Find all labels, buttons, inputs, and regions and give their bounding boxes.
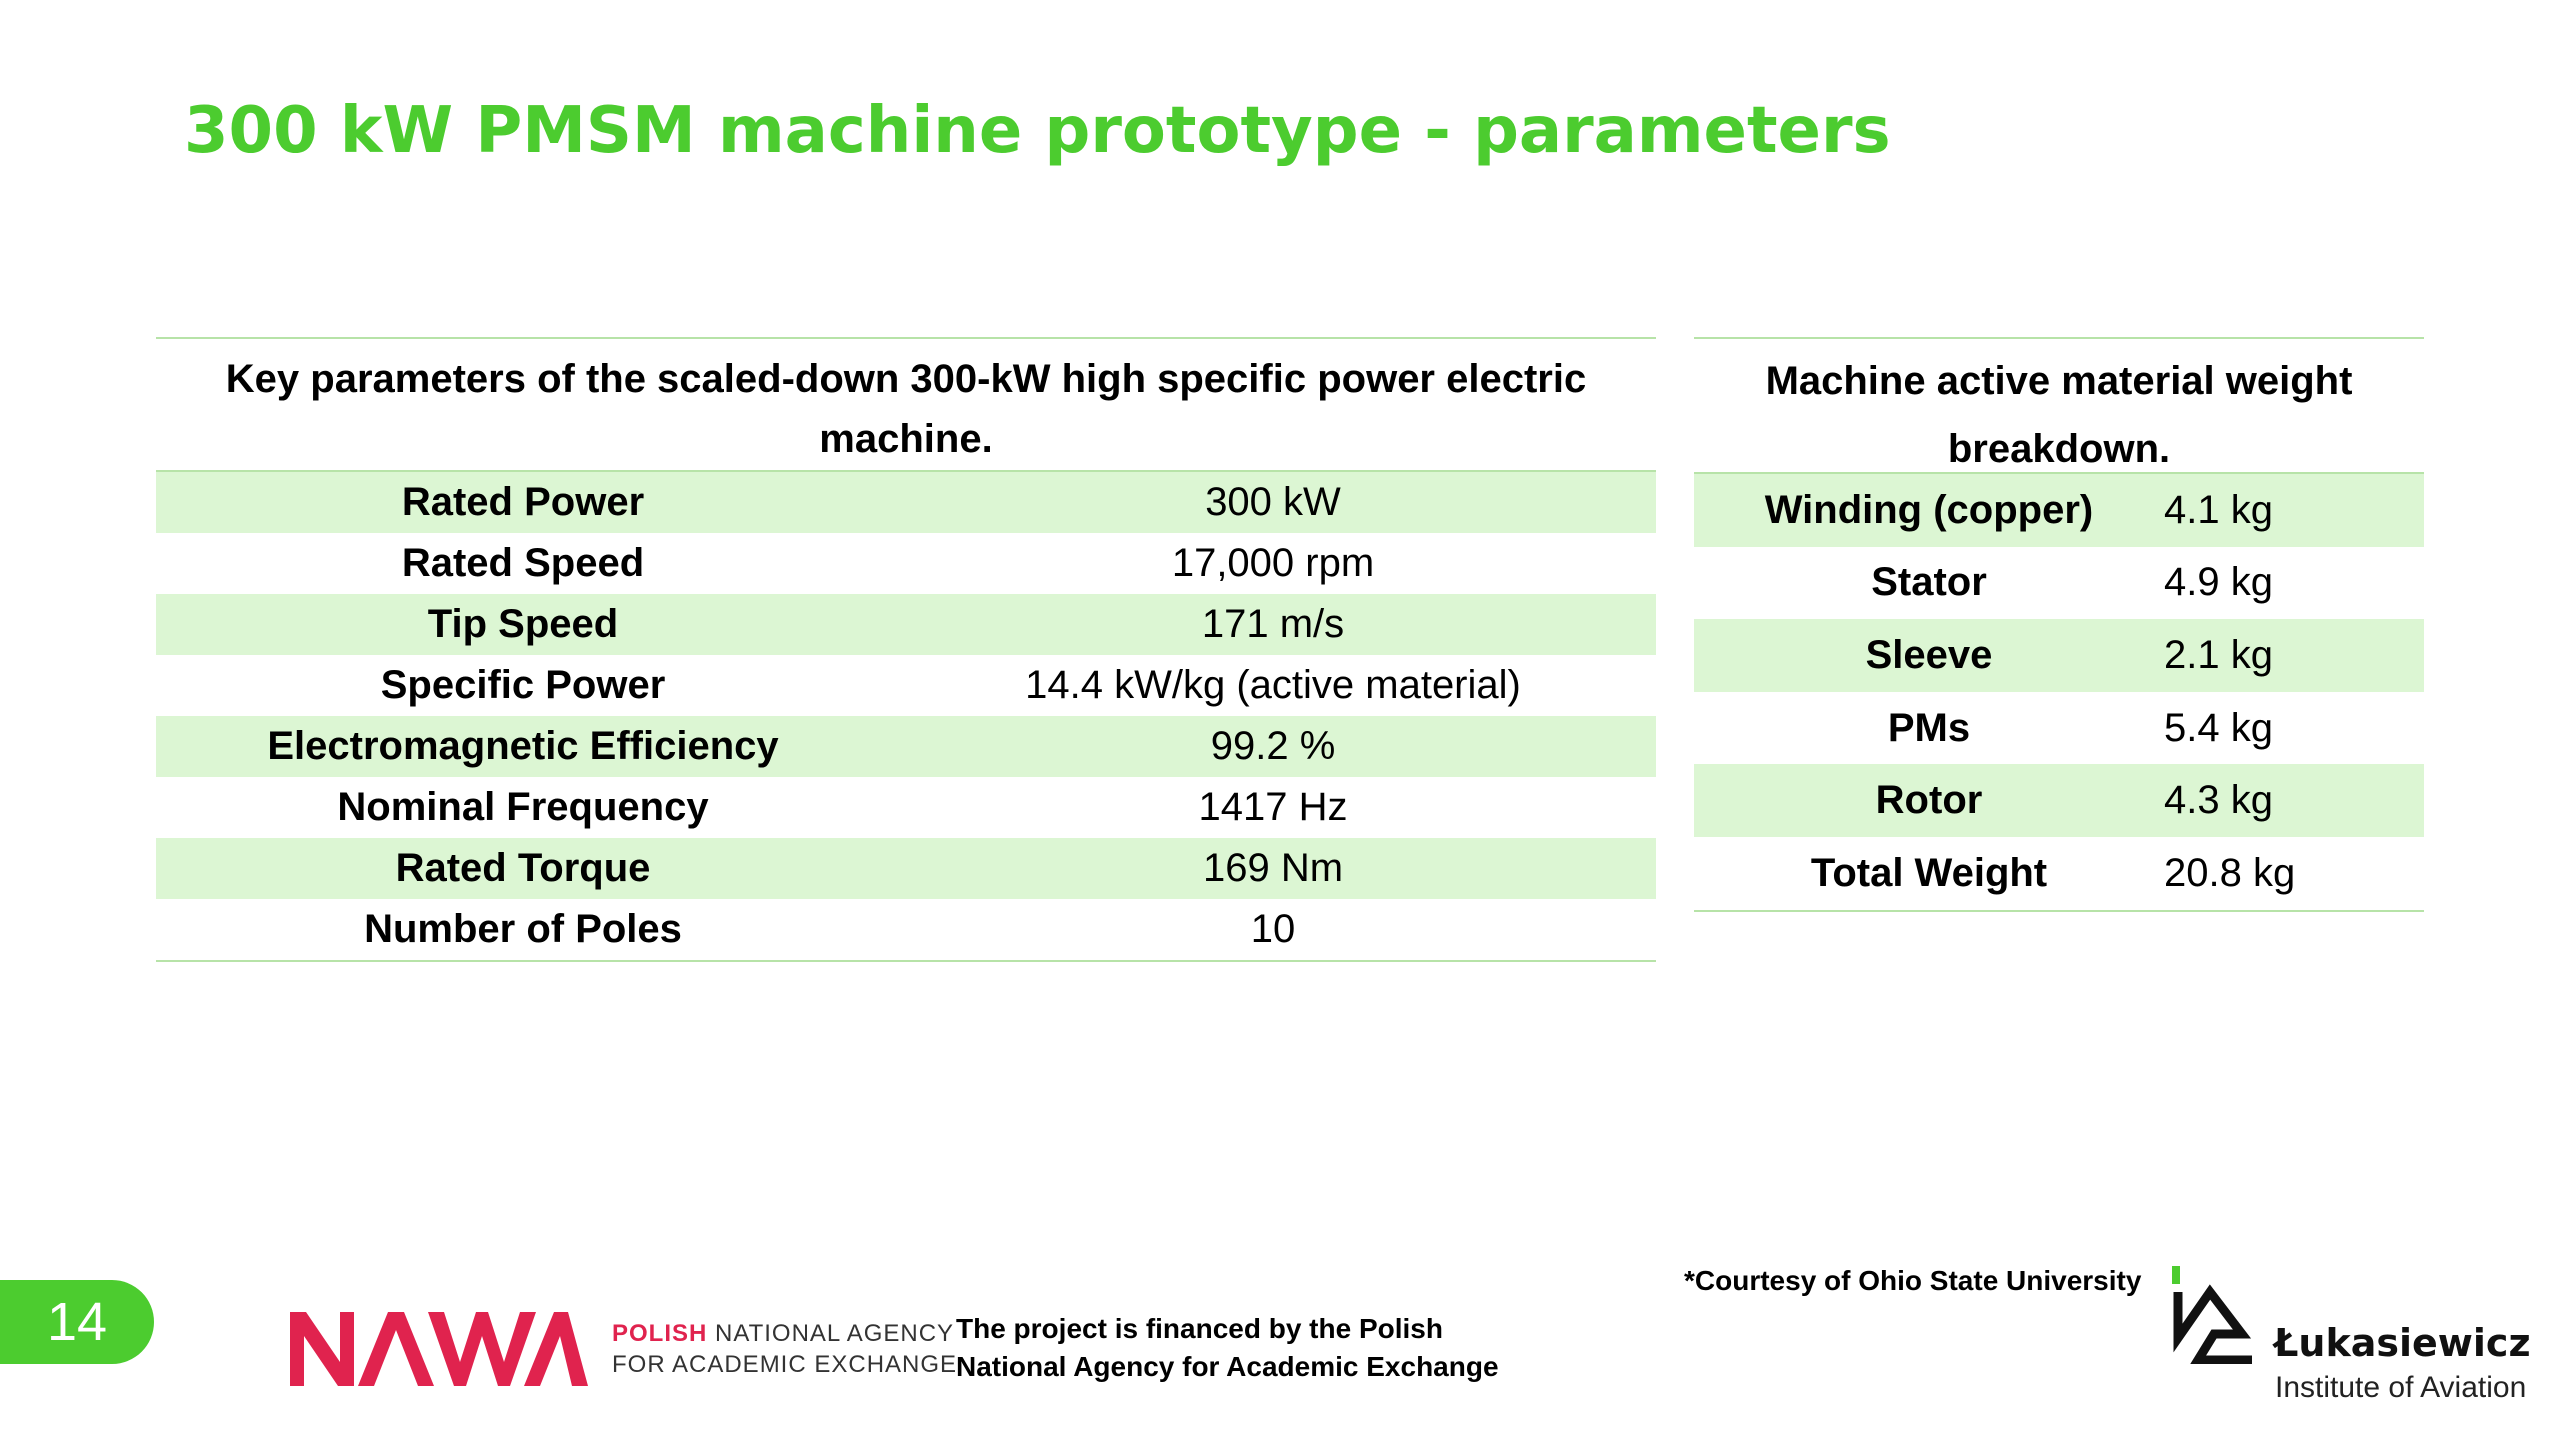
lukasiewicz-logo-icon bbox=[2170, 1266, 2254, 1364]
parameter-label: Rated Power bbox=[401, 480, 645, 524]
nawa-agency-bold: POLISH bbox=[612, 1320, 708, 1347]
table-row bbox=[156, 716, 1656, 777]
nawa-agency-name bbox=[612, 1318, 957, 1380]
table-row bbox=[1694, 692, 2424, 765]
parameter-value: 17,000 rpm bbox=[1171, 541, 1375, 585]
table-row bbox=[156, 594, 1656, 655]
financing-line2: National Agency for Academic Exchange bbox=[956, 1351, 1499, 1382]
table-row bbox=[1694, 619, 2424, 692]
page-number-badge: 14 bbox=[0, 1280, 154, 1364]
parameter-label: Specific Power bbox=[380, 663, 666, 707]
component-weight: 5.4 kg bbox=[2164, 705, 2273, 750]
parameter-label: Electromagnetic Efficiency bbox=[267, 724, 779, 768]
nawa-logo bbox=[288, 1306, 590, 1390]
table-row bbox=[1694, 837, 2424, 910]
table-row bbox=[156, 777, 1656, 838]
table-row bbox=[1694, 547, 2424, 620]
table-row bbox=[1694, 474, 2424, 547]
component-weight: 4.1 kg bbox=[2164, 487, 2273, 532]
financing-note bbox=[956, 1310, 1556, 1386]
parameter-value: 171 m/s bbox=[1201, 602, 1345, 646]
parameter-label: Tip Speed bbox=[427, 602, 619, 646]
component-weight: 4.3 kg bbox=[2164, 778, 2273, 823]
component-weight: 2.1 kg bbox=[2164, 632, 2273, 677]
parameter-value: 169 Nm bbox=[1202, 846, 1344, 890]
courtesy-note: *Courtesy of Ohio State University bbox=[1684, 1265, 2142, 1296]
weight-breakdown-caption: Machine active material weight breakdown. bbox=[1694, 339, 2424, 474]
parameter-label: Nominal Frequency bbox=[337, 785, 709, 829]
parameter-value: 14.4 kW/kg (active material) bbox=[1025, 663, 1521, 707]
table-row bbox=[156, 533, 1656, 594]
parameter-value: 99.2 % bbox=[1210, 724, 1336, 768]
key-parameters-table bbox=[156, 337, 1656, 962]
table-row bbox=[156, 899, 1656, 960]
table-row bbox=[156, 472, 1656, 533]
parameter-label: Rated Speed bbox=[401, 541, 645, 585]
financing-line1: The project is financed by the Polish bbox=[956, 1313, 1443, 1344]
component-label: PMs bbox=[1887, 705, 1971, 750]
slide-title: 300 kW PMSM machine prototype - parameters bbox=[184, 94, 1891, 168]
component-label: Total Weight bbox=[1810, 850, 2048, 895]
lukasiewicz-subtitle: Institute of Aviation bbox=[2275, 1371, 2527, 1404]
parameter-value: 1417 Hz bbox=[1198, 785, 1348, 829]
component-label: Rotor bbox=[1875, 778, 1983, 823]
parameter-label: Number of Poles bbox=[364, 907, 682, 951]
parameter-value: 10 bbox=[1250, 907, 1296, 951]
key-parameters-caption: Key parameters of the scaled-down 300-kW high specific power electric machine. bbox=[156, 339, 1656, 472]
nawa-agency-line1: NATIONAL AGENCY bbox=[715, 1320, 955, 1347]
component-label: Winding (copper) bbox=[1764, 487, 2094, 532]
table-row bbox=[156, 655, 1656, 716]
component-weight: 4.9 kg bbox=[2164, 560, 2273, 605]
lukasiewicz-name: Łukasiewicz bbox=[2274, 1321, 2531, 1365]
table-row bbox=[156, 838, 1656, 899]
nawa-agency-line2: FOR ACADEMIC EXCHANGE bbox=[612, 1351, 958, 1378]
component-label: Sleeve bbox=[1865, 632, 1993, 677]
weight-breakdown-table bbox=[1694, 337, 2424, 912]
component-label: Stator bbox=[1871, 560, 1987, 605]
parameter-value: 300 kW bbox=[1205, 480, 1341, 524]
table-row bbox=[1694, 764, 2424, 837]
component-weight: 20.8 kg bbox=[2164, 850, 2296, 895]
parameter-label: Rated Torque bbox=[395, 846, 651, 890]
